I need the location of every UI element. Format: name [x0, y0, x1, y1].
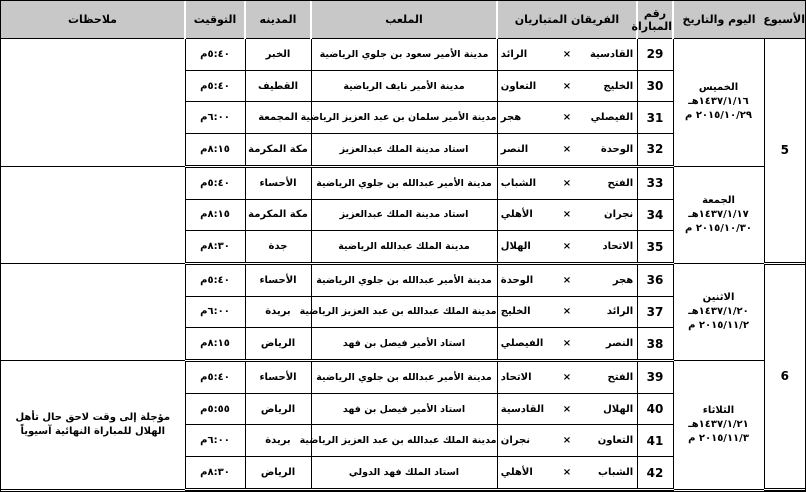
match-number: 41 — [637, 425, 673, 457]
teams-cell — [497, 263, 637, 296]
city-cell: بريدة — [245, 425, 311, 457]
city-cell: بريدة — [245, 296, 311, 328]
match-number: 31 — [637, 102, 673, 134]
home-team: نجران — [604, 209, 634, 221]
day-date-cell — [673, 39, 764, 167]
time-cell: ٨:١٥م — [185, 328, 245, 361]
match-row — [1, 166, 805, 199]
home-team: التعاون — [597, 435, 634, 447]
city-cell: المجمعة — [245, 102, 311, 134]
city-cell: الرياض — [245, 328, 311, 361]
match-schedule-table — [1, 1, 805, 491]
header-time: التوقيت — [185, 1, 245, 39]
home-team: هجر — [612, 274, 634, 286]
home-team: الوحدة — [600, 143, 634, 155]
notes-cell: مؤجلة إلى وقت لاحق حال تأهل الهلال للمباراة النهائية آسيوياً — [1, 361, 185, 490]
away-team: الفيصلي — [500, 338, 544, 350]
home-team: الخليج — [603, 80, 634, 92]
match-number: 40 — [637, 393, 673, 425]
header-week: الأسبوع — [764, 1, 805, 39]
gregorian-date: ٢٠١٥/١١/٣ م — [688, 433, 749, 445]
vs-symbol: × — [562, 467, 572, 479]
home-team: الهلال — [603, 403, 634, 415]
match-number: 39 — [637, 361, 673, 394]
match-row — [1, 39, 805, 71]
match-number: 34 — [637, 199, 673, 231]
vs-symbol: × — [562, 403, 572, 415]
teams-cell — [497, 425, 637, 457]
day-name: الثلاثاء — [702, 405, 735, 417]
time-cell: ٦:٠٠م — [185, 102, 245, 134]
week-number: 5 — [764, 39, 805, 264]
vs-symbol: × — [562, 112, 572, 124]
vs-symbol: × — [562, 177, 572, 189]
away-team: النصر — [500, 143, 529, 155]
away-team: الأهلي — [500, 467, 533, 479]
stadium-cell: استاد مدينة الملك عبدالعزيز — [311, 134, 497, 167]
home-team: الاتحاد — [602, 241, 634, 253]
time-cell: ٥:٥٥م — [185, 393, 245, 425]
city-cell: جدة — [245, 231, 311, 264]
vs-symbol: × — [562, 306, 572, 318]
away-team: الخليج — [500, 306, 531, 318]
match-number: 30 — [637, 70, 673, 102]
home-team: القادسية — [589, 48, 634, 60]
vs-symbol: × — [562, 80, 572, 92]
teams-cell — [497, 166, 637, 199]
match-number: 35 — [637, 231, 673, 264]
stadium-cell: مدينة الأمير عبدالله بن جلوي الرياضية — [311, 361, 497, 394]
vs-symbol: × — [562, 241, 572, 253]
vs-symbol: × — [562, 338, 572, 350]
notes-cell-empty — [1, 263, 185, 360]
teams-cell — [497, 296, 637, 328]
stadium-cell: مدينة الأمير عبدالله بن جلوي الرياضية — [311, 263, 497, 296]
city-cell: الرياض — [245, 457, 311, 490]
vs-symbol: × — [562, 274, 572, 286]
header-teams: الفريقان المتباريان — [497, 1, 637, 39]
city-cell: القطيف — [245, 70, 311, 102]
day-name: الخميس — [698, 82, 739, 94]
header-stadium: الملعب — [311, 1, 497, 39]
teams-cell — [497, 328, 637, 361]
home-team: الفتح — [607, 371, 634, 383]
stadium-cell: مدينة الملك عبدالله الرياضية — [311, 231, 497, 264]
vs-symbol: × — [562, 371, 572, 383]
notes-cell-empty — [1, 166, 185, 263]
header-day-date: اليوم والتاريخ — [673, 1, 764, 39]
teams-cell — [497, 134, 637, 167]
time-cell: ٨:٣٠م — [185, 457, 245, 490]
teams-cell — [497, 393, 637, 425]
stadium-cell: مدينة الأمير نايف الرياضية — [311, 70, 497, 102]
city-cell: الأحساء — [245, 166, 311, 199]
home-team: الشباب — [597, 467, 634, 479]
away-team: الاتحاد — [500, 371, 532, 383]
city-cell: الخبر — [245, 39, 311, 71]
vs-symbol: × — [562, 48, 572, 60]
time-cell: ٥:٤٠م — [185, 166, 245, 199]
time-cell: ٥:٤٠م — [185, 361, 245, 394]
time-cell: ٦:٠٠م — [185, 425, 245, 457]
city-cell: الرياض — [245, 393, 311, 425]
stadium-cell: مدينة الأمير سلمان بن عبد العزيز الرياضية — [311, 102, 497, 134]
match-number: 37 — [637, 296, 673, 328]
time-cell: ٨:٣٠م — [185, 231, 245, 264]
away-team: الأهلي — [500, 209, 533, 221]
teams-cell — [497, 199, 637, 231]
stadium-cell: استاد الملك فهد الدولي — [311, 457, 497, 490]
away-team: التعاون — [500, 80, 537, 92]
stadium-cell: مدينة الأمير سعود بن جلوي الرياضية — [311, 39, 497, 71]
gregorian-date: ٢٠١٥/١١/٢ م — [688, 319, 749, 331]
stadium-cell: استاد الأمير فيصل بن فهد — [311, 328, 497, 361]
vs-symbol: × — [562, 209, 572, 221]
match-number: 42 — [637, 457, 673, 490]
stadium-cell: مدينة الملك عبدالله بن عبد العزيز الرياضية — [311, 296, 497, 328]
time-cell: ٥:٤٠م — [185, 263, 245, 296]
time-cell: ٦:٠٠م — [185, 296, 245, 328]
day-name: الاثنين — [702, 291, 735, 303]
teams-cell — [497, 70, 637, 102]
away-team: الرائد — [500, 48, 528, 60]
away-team: الهلال — [500, 241, 531, 253]
home-team: الفتح — [607, 177, 634, 189]
hijri-date: ١٤٣٧/١/١٧هـ — [688, 208, 749, 220]
time-cell: ٥:٤٠م — [185, 70, 245, 102]
day-name: الجمعة — [702, 194, 735, 206]
teams-cell — [497, 457, 637, 490]
city-cell: مكة المكرمة — [245, 134, 311, 167]
vs-symbol: × — [562, 143, 572, 155]
city-cell: الأحساء — [245, 263, 311, 296]
schedule-body — [1, 39, 805, 490]
away-team: القادسية — [500, 403, 545, 415]
hijri-date: ١٤٣٧/١/١٦هـ — [688, 96, 749, 108]
teams-cell — [497, 361, 637, 394]
header-city: المدينه — [245, 1, 311, 39]
time-cell: ٨:١٥م — [185, 134, 245, 167]
hijri-date: ١٤٣٧/١/٢١هـ — [688, 419, 749, 431]
day-date-cell — [673, 166, 764, 263]
away-team: الشباب — [500, 177, 537, 189]
vs-symbol: × — [562, 435, 572, 447]
match-number: 36 — [637, 263, 673, 296]
match-number: 33 — [637, 166, 673, 199]
stadium-cell: مدينة الملك عبدالله بن عبد العزيز الرياضية — [311, 425, 497, 457]
day-date-cell — [673, 361, 764, 490]
city-cell: مكة المكرمة — [245, 199, 311, 231]
week-number: 6 — [764, 263, 805, 489]
away-team: نجران — [500, 435, 530, 447]
match-row — [1, 263, 805, 296]
day-date-cell — [673, 263, 764, 360]
away-team: الوحدة — [500, 274, 534, 286]
header-row — [1, 1, 805, 39]
teams-cell — [497, 102, 637, 134]
stadium-cell: استاد الأمير فيصل بن فهد — [311, 393, 497, 425]
home-team: الرائد — [606, 306, 634, 318]
gregorian-date: ٢٠١٥/١٠/٢٩ م — [685, 110, 752, 122]
match-number: 38 — [637, 328, 673, 361]
home-team: الفيصلي — [590, 112, 634, 124]
header-notes: ملاحظات — [1, 1, 185, 39]
stadium-cell: استاد مدينة الملك عبدالعزيز — [311, 199, 497, 231]
notes-cell-empty — [1, 39, 185, 167]
gregorian-date: ٢٠١٥/١٠/٣٠ م — [685, 222, 752, 234]
header-match-no: رقم المباراة — [637, 1, 673, 39]
match-number: 32 — [637, 134, 673, 167]
away-team: هجر — [500, 112, 522, 124]
time-cell: ٥:٤٠م — [185, 39, 245, 71]
teams-cell — [497, 231, 637, 264]
home-team: النصر — [605, 338, 634, 350]
time-cell: ٨:١٥م — [185, 199, 245, 231]
hijri-date: ١٤٣٧/١/٢٠هـ — [688, 305, 749, 317]
teams-cell — [497, 39, 637, 71]
match-row — [1, 361, 805, 394]
stadium-cell: مدينة الأمير عبدالله بن جلوي الرياضية — [311, 166, 497, 199]
match-number: 29 — [637, 39, 673, 71]
city-cell: الأحساء — [245, 361, 311, 394]
